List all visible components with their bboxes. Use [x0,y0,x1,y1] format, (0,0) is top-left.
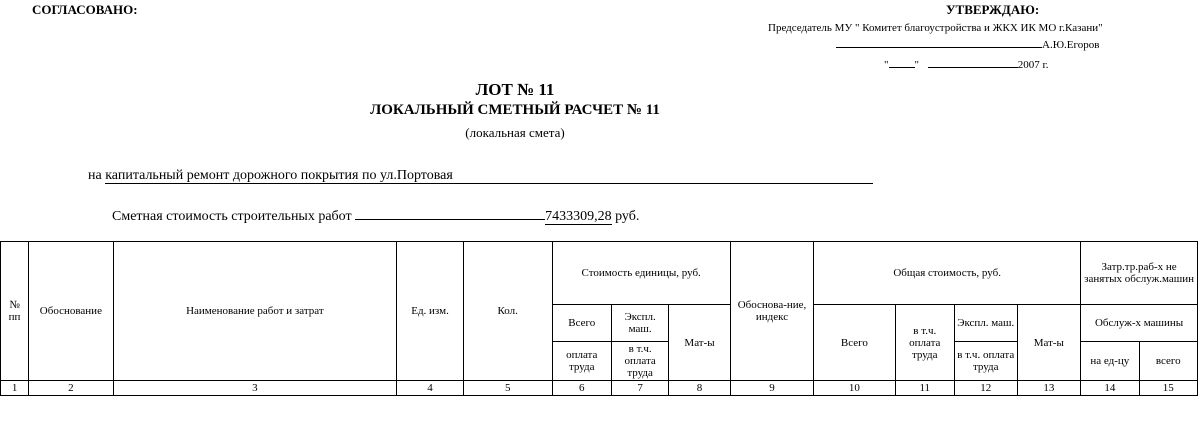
unit-cost-header: Стоимость единицы, руб. [552,242,730,305]
object-line [88,168,873,184]
approve-label: УТВЕРЖДАЮ: [946,2,1040,17]
unit-exploit-wage-header: в т.ч. оплата труда [611,342,668,381]
signature-blank [836,36,1042,48]
col-number: 5 [463,381,552,396]
cost-unit: руб. [615,209,640,224]
col-unit-header: Ед. изм. [397,242,464,381]
unit-wage-header: оплата труда [552,342,611,381]
date-quote-open: " [884,59,889,71]
col-number: 7 [611,381,668,396]
col-number: 2 [29,381,113,396]
total-materials-header: Мат-ы [1017,305,1081,381]
signer-line [836,36,1099,51]
object-prefix: на [88,168,102,183]
col-name-header: Наименование работ и затрат [113,242,397,381]
unit-exploit-header: Экспл. маш. [611,305,668,342]
day-blank [889,56,915,68]
date-year: 2007 г. [1017,59,1049,71]
date-quote-close: " [914,59,919,71]
col-no-header: № пп [1,242,29,381]
col-number: 6 [552,381,611,396]
chairman-line: Председатель МУ " Комитет благоустройства и ЖКХ ИК МО г.Казани" [768,22,1103,34]
col-number: 11 [895,381,954,396]
date-line [884,56,1049,71]
total-cost-header: Общая стоимость, руб. [814,242,1081,305]
col-number: 8 [669,381,731,396]
col-number: 13 [1017,381,1081,396]
estimate-title: ЛОКАЛЬНЫЙ СМЕТНЫЙ РАСЧЕТ № 11 [370,102,660,118]
total-wage-header: в т.ч. оплата труда [895,305,954,381]
cost-blank [355,205,545,220]
col-basis-header: Обоснование [29,242,113,381]
col-number: 9 [730,381,813,396]
total-exploit-wage-header: в т.ч. оплата труда [954,342,1017,381]
cost-label: Сметная стоимость строительных работ [112,209,352,224]
col-number: 3 [113,381,397,396]
col-qty-header: Кол. [463,242,552,381]
labor-header: Затр.тр.раб-х не занятых обслуж.машин [1081,242,1198,305]
signer-name: А.Ю.Егоров [1042,39,1100,51]
estimate-table [0,241,1198,396]
estimate-subtitle: (локальная смета) [465,125,565,140]
total-exploit-header: Экспл. маш. [954,305,1017,342]
col-number: 4 [397,381,464,396]
col-number: 12 [954,381,1017,396]
total-all-header: Всего [814,305,895,381]
object-name: капитальный ремонт дорожного покрытия по ул.Портовая [105,168,873,184]
column-number-row [1,381,1198,396]
machines-labor-header: Обслуж-х машины [1081,305,1198,342]
col-number: 1 [1,381,29,396]
agreed-label: СОГЛАСОВАНО: [32,2,138,17]
col-number: 15 [1139,381,1198,396]
col-number: 10 [814,381,895,396]
unit-materials-header: Мат-ы [669,305,731,381]
unit-total-header: Всего [552,305,611,342]
per-unit-header: на ед-цу [1081,342,1139,381]
header-row-1 [1,242,1198,305]
col-number: 14 [1081,381,1139,396]
all-header: всего [1139,342,1198,381]
cost-value: 7433309,28 [545,209,612,224]
col-index-header: Обоснова-ние, индекс [730,242,813,381]
cost-line [112,205,639,225]
lot-title: ЛОТ № 11 [475,80,555,99]
month-blank [928,56,1018,68]
